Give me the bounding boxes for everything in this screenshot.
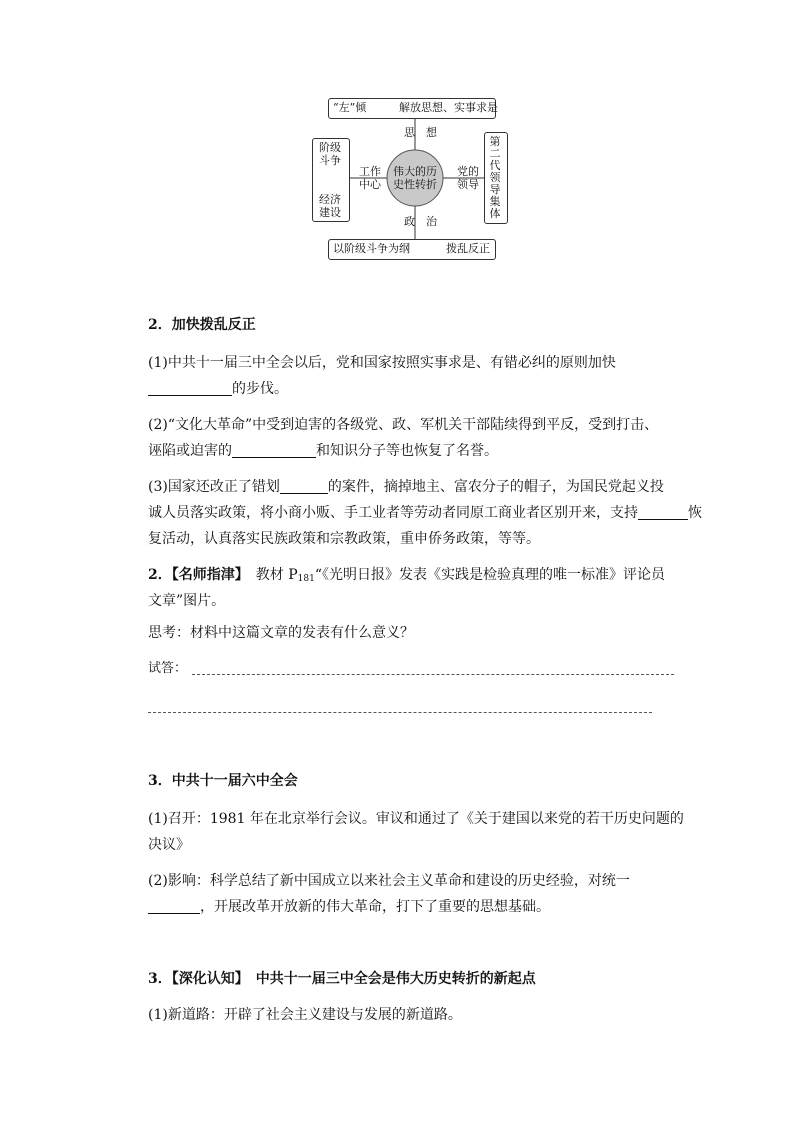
tip-line1: [148, 562, 665, 592]
left-box-top: 阶级斗争: [319, 141, 341, 167]
section2-p3-head: (3)国家还改正了错划: [148, 479, 280, 495]
section3-heading: 3．中共十一届六中全会: [148, 773, 298, 789]
blank-3[interactable]: [280, 476, 328, 494]
top-box-left: “左”倾: [333, 101, 367, 114]
tip-page-sub: 181: [297, 574, 315, 584]
section2-p3-restore: 恢: [688, 505, 702, 521]
section2-heading: 2．加快拨乱反正: [148, 317, 256, 333]
historic-turn-diagram: [300, 92, 520, 264]
right-box-text: 第二代领导集体: [489, 135, 501, 220]
section2-p2-line2: [148, 438, 498, 464]
section2-p2-head: 诬陷或迫害的: [148, 443, 232, 459]
label-party-leadership: 党的领导: [457, 165, 479, 191]
answer-line-2[interactable]: [148, 712, 652, 713]
label-work-center: 工作中心: [359, 165, 381, 191]
section2-p1-line1: (1)中共十一届三中全会以后，党和国家按照实事求是、有错必纠的原则加快: [148, 355, 616, 371]
blank-5[interactable]: [148, 896, 200, 914]
top-box-right: 解放思想、实事求是: [399, 101, 498, 114]
deep-heading: [148, 966, 536, 992]
label-politics: 政 治: [404, 215, 437, 228]
section2-p3-mid: 的案件，摘掉地主、富农分子的帽子，为国民党起义投: [327, 479, 664, 495]
bottom-box-left: 以阶级斗争为纲: [333, 242, 410, 255]
tip-label: 2．【名师指津】: [148, 567, 242, 583]
bottom-box-right: 拨乱反正: [446, 242, 490, 255]
section2-p2-line1: (2)“文化大革命”中受到迫害的各级党、政、军机关干部陆续得到平反，受到打击、: [148, 417, 659, 433]
left-box-bottom: 经济建设: [319, 193, 341, 219]
tip-text-a: 教材 P: [241, 567, 298, 583]
section3-p2-line2: [148, 894, 550, 920]
section2-p3-text: 诚人员落实政策，将小商小贩、手工业者等劳动者同原工商业者区别开来，支持: [148, 505, 638, 521]
section3-p1-line1: (1)召开：1981 年在北京举行会议。审议和通过了《关于建国以来党的若干历史问题的: [148, 811, 684, 827]
blank-1[interactable]: [148, 378, 232, 396]
blank-2[interactable]: [232, 440, 316, 458]
section3-p1-line2: 决议》: [148, 837, 190, 853]
label-thought: 思 想: [404, 126, 437, 139]
tip-text-b: “《光明日报》发表《实践是检验真理的唯一标准》评论员: [314, 567, 665, 583]
section2-p3-line1: [148, 474, 664, 500]
blank-4[interactable]: [638, 502, 688, 520]
deep-p1: (1)新道路：开辟了社会主义建设与发展的新道路。: [148, 1007, 462, 1023]
deep-label: 3．【深化认知】: [148, 971, 242, 987]
tip-line2: 文章”图片。: [148, 593, 226, 609]
section2-p1-tail: 的步伐。: [232, 381, 288, 397]
section2-p1-line2: [148, 376, 288, 402]
section2-p3-line2: [148, 500, 702, 526]
section2-p3-line3: 复活动，认真落实民族政策和宗教政策，重申侨务政策，等等。: [148, 531, 540, 547]
tip-answer-label: 试答：: [148, 661, 188, 676]
center-circle-text: 伟大的历史性转折: [393, 165, 437, 191]
section3-p2-tail: ，开展改革开放新的伟大革命，打下了重要的思想基础。: [200, 899, 550, 915]
answer-line-1[interactable]: [192, 674, 674, 675]
deep-title: 中共十一届三中全会是伟大历史转折的新起点: [241, 971, 536, 987]
section3-p2-line1: (2)影响：科学总结了新中国成立以来社会主义革命和建设的历史经验，对统一: [148, 873, 630, 889]
tip-question: 思考：材料中这篇文章的发表有什么意义？: [148, 625, 414, 641]
section2-p2-tail: 和知识分子等也恢复了名誉。: [316, 443, 498, 459]
